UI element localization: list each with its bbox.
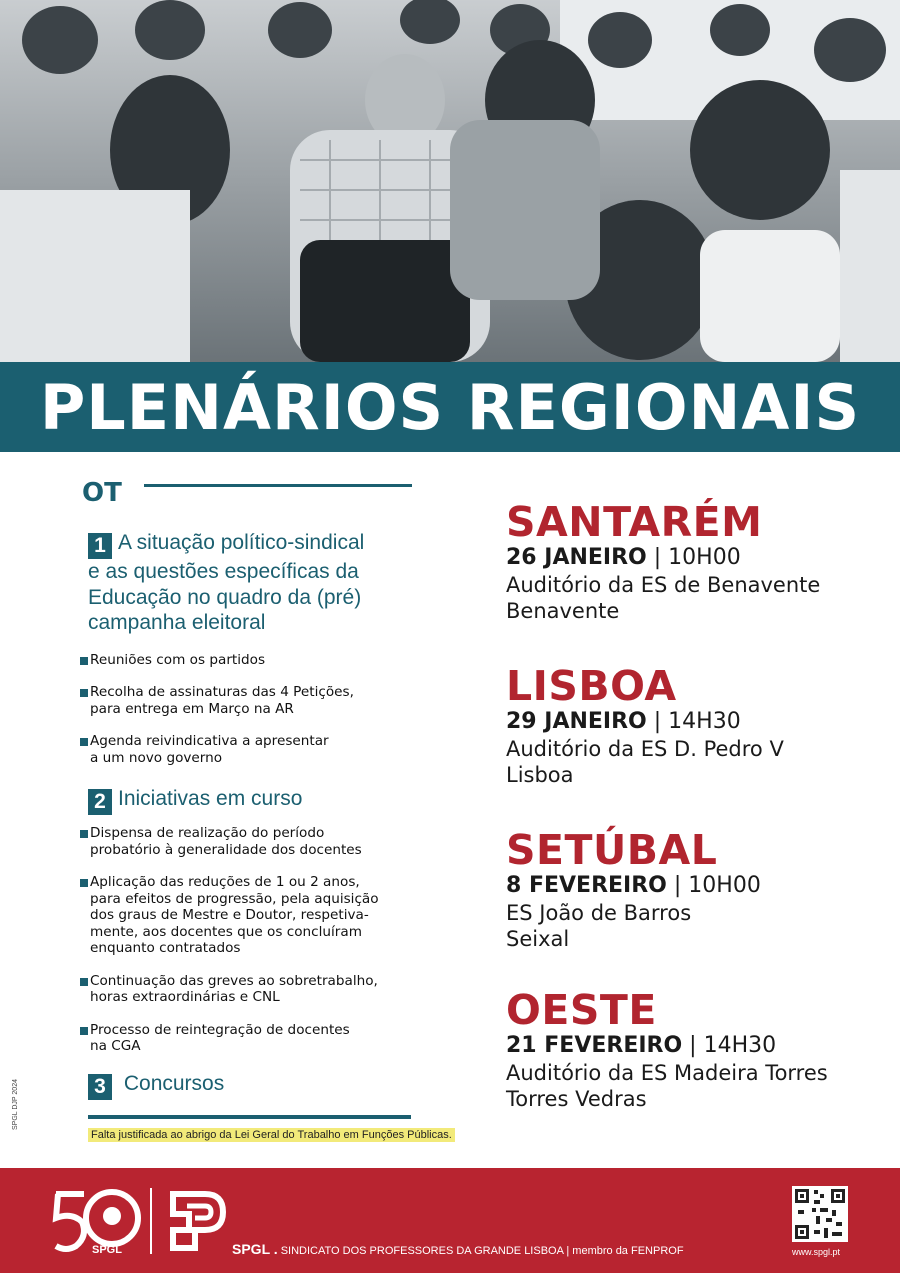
event-city: OESTE: [506, 986, 657, 1034]
footer: [0, 1168, 900, 1273]
list-item: Continuação das greves ao sobretrabalho, horas extraordinárias e CNL: [78, 973, 413, 1006]
event-oeste: [506, 988, 828, 1112]
event-city: LISBOA: [506, 662, 677, 710]
section-number: 3: [88, 1074, 112, 1100]
ot-divider: [144, 484, 412, 487]
event-datetime: 26 JANEIRO | 10H00: [506, 545, 741, 570]
logo-text: SPGL: [92, 1244, 122, 1256]
list-item: Reuniões com os partidos: [78, 652, 413, 669]
ot-label: OT: [82, 478, 122, 508]
section-number: 1: [88, 533, 112, 559]
event-town: Torres Vedras: [506, 1087, 647, 1111]
agenda-divider: [88, 1115, 411, 1119]
org-tagline: SPGL . SINDICATO DOS PROFESSORES DA GRANDE LISBOA | membro da FENPROF: [232, 1241, 684, 1257]
event-town: Lisboa: [506, 763, 574, 787]
section-2-list: [88, 825, 413, 1055]
event-venue: Auditório da ES D. Pedro V: [506, 737, 784, 761]
event-city: SANTARÉM: [506, 498, 763, 546]
list-item: Dispensa de realização do período probatório à generalidade dos docentes: [78, 825, 413, 858]
list-item: Aplicação das reduções de 1 ou 2 anos, para efeitos de progressão, pela aquisição dos graus de Mestre e Doutor, respetiva- mente, aos docentes que os concluíram enquanto contratados: [78, 874, 413, 957]
event-city: SETÚBAL: [506, 826, 718, 874]
section-1-title: 1 A situação político-sindical e as questões específicas da Educação no quadro da (pré) campanha eleitoral: [88, 531, 365, 634]
section-3-title: 3 Concursos: [88, 1071, 413, 1100]
audience-photo: [0, 0, 900, 362]
ot-heading: [82, 478, 122, 508]
event-datetime: 8 FEVEREIRO | 10H00: [506, 873, 761, 898]
side-credit: SPGL DJP 2024: [12, 1079, 19, 1130]
list-item: Recolha de assinaturas das 4 Petições, para entrega em Março na AR: [78, 684, 413, 717]
footer-separator: [150, 1188, 152, 1254]
agenda: [88, 530, 413, 1100]
page-title: PLENÁRIOS REGIONAIS: [39, 370, 861, 444]
event-venue: ES João de Barros: [506, 901, 692, 925]
absence-note: Falta justificada ao abrigo da Lei Geral do Trabalho em Funções Públicas.: [88, 1128, 455, 1142]
event-datetime: 29 JANEIRO | 14H30: [506, 709, 741, 734]
website-link[interactable]: www.spgl.pt: [792, 1247, 841, 1257]
section-2-title: 2 Iniciativas em curso: [88, 786, 413, 815]
event-town: Seixal: [506, 927, 570, 951]
event-venue: Auditório da ES Madeira Torres: [506, 1061, 828, 1085]
event-santarem: [506, 500, 820, 624]
event-setubal: [506, 828, 761, 952]
spgl-emblem-icon: [165, 1186, 231, 1256]
event-lisboa: [506, 664, 784, 788]
list-item: Agenda reivindicativa a apresentar a um novo governo: [78, 733, 413, 766]
event-town: Benavente: [506, 599, 620, 623]
qr-code-icon[interactable]: [792, 1186, 848, 1242]
section-1-list: [88, 652, 413, 767]
list-item: Processo de reintegração de docentes na CGA: [78, 1022, 413, 1055]
section-number: 2: [88, 789, 112, 815]
event-venue: Auditório da ES de Benavente: [506, 573, 821, 597]
title-banner: [0, 362, 900, 452]
event-datetime: 21 FEVEREIRO | 14H30: [506, 1033, 777, 1058]
